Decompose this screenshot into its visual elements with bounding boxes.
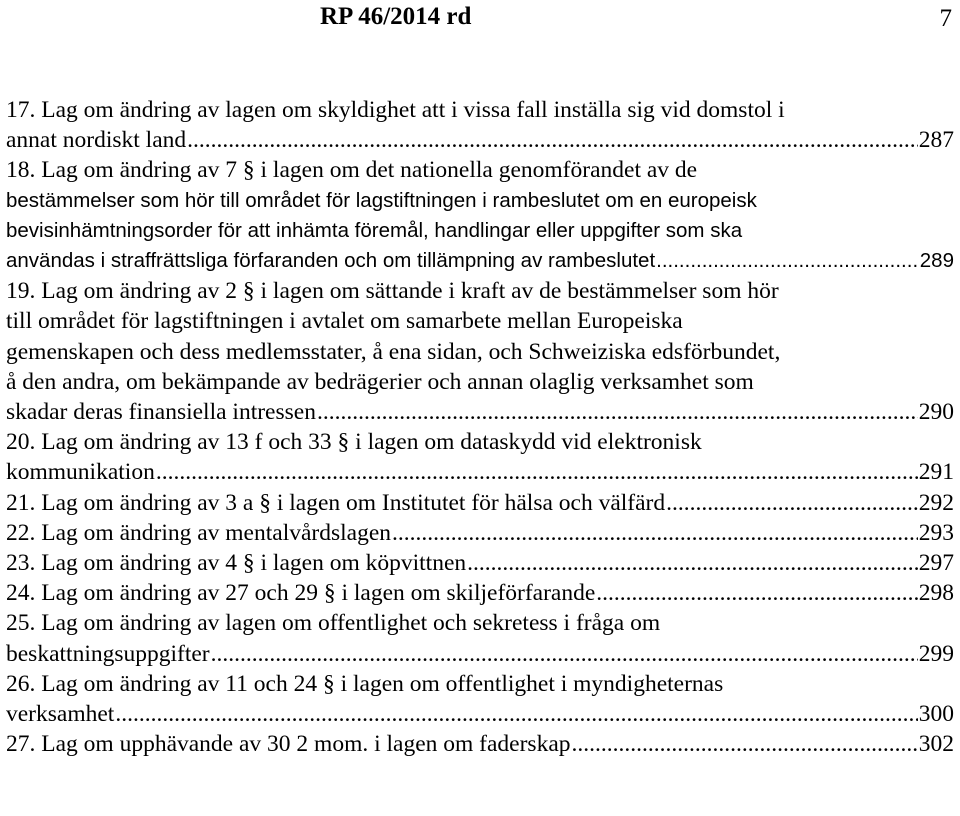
toc-entry-last-line <box>6 457 954 487</box>
toc-entry-text: 21. Lag om ändring av 3 a § i lagen om Institutet för hälsa och välfärd <box>6 489 666 516</box>
toc-page-number: 298 <box>918 580 954 607</box>
toc-page-number: 290 <box>918 399 954 426</box>
toc-entry-text: 24. Lag om ändring av 27 och 29 § i lagen om skiljeförfarande <box>6 580 596 607</box>
toc-entry-last-line <box>6 397 954 427</box>
toc-entry-line: bestämmelser som hör till området för lagstiftningen i rambeslutet om en europeisk <box>6 188 757 212</box>
toc-entry-line: 26. Lag om ändring av 11 och 24 § i lagen om offentlighet i myndigheternas <box>6 670 724 697</box>
toc-page-number: 287 <box>918 127 954 154</box>
dot-leader <box>392 518 918 548</box>
toc-entry-18-heading <box>6 155 954 185</box>
toc-page-number: 300 <box>918 701 954 728</box>
toc-page-number: 299 <box>918 640 954 667</box>
toc-entry-last-line <box>6 729 954 759</box>
toc-entry-line: 20. Lag om ändring av 13 f och 33 § i lagen om dataskydd vid elektronisk <box>6 429 702 456</box>
dot-leader <box>317 397 918 427</box>
toc-entry-21 <box>6 488 954 518</box>
toc-page-number: 291 <box>918 459 954 486</box>
toc-entry-17 <box>6 95 954 155</box>
toc-page-number: 297 <box>918 550 954 577</box>
dot-leader <box>666 488 918 518</box>
toc-entry-25 <box>6 608 954 668</box>
toc-entry-line: 19. Lag om ändring av 2 § i lagen om sättande i kraft av de bestämmelser som hör <box>6 278 779 305</box>
toc-page-number: 293 <box>918 519 954 546</box>
toc-entry-27 <box>6 729 954 759</box>
toc-entry-24 <box>6 578 954 608</box>
toc-entry-text: 27. Lag om upphävande av 30 2 mom. i lagen om faderskap <box>6 731 571 758</box>
dot-leader <box>467 548 918 578</box>
dot-leader <box>572 729 918 759</box>
dot-leader <box>156 457 918 487</box>
table-of-contents <box>6 95 954 759</box>
toc-entry-23 <box>6 548 954 578</box>
toc-page-number: 302 <box>918 731 954 758</box>
toc-entry-last-line <box>6 125 954 155</box>
toc-entry-18 <box>6 186 954 277</box>
toc-entry-text: verksamhet <box>6 701 115 728</box>
toc-entry-line: gemenskapen och dess medlemsstater, å ena sidan, och Schweiziska edsförbundet, <box>6 338 781 365</box>
toc-entry-text: skadar deras finansiella intressen <box>6 399 316 426</box>
toc-page-number: 289 <box>919 249 954 273</box>
toc-entry-last-line <box>6 578 954 608</box>
toc-entry-text: 22. Lag om ändring av mentalvårdslagen <box>6 519 392 546</box>
document-reference: RP 46/2014 rd <box>320 3 472 30</box>
dot-leader <box>187 125 918 155</box>
toc-entry-line: till området för lagstiftningen i avtalet om samarbete mellan Europeiska <box>6 308 683 335</box>
toc-entry-last-line <box>6 246 954 276</box>
toc-entry-19 <box>6 276 954 427</box>
dot-leader <box>115 699 917 729</box>
toc-entry-line: 25. Lag om ändring av lagen om offentlighet och sekretess i fråga om <box>6 610 661 637</box>
toc-entry-text: beskattningsuppgifter <box>6 640 210 667</box>
toc-entry-last-line <box>6 488 954 518</box>
toc-entry-last-line <box>6 639 954 669</box>
toc-entry-text: 23. Lag om ändring av 4 § i lagen om köpvittnen <box>6 550 467 577</box>
dot-leader <box>596 578 917 608</box>
toc-entry-20 <box>6 427 954 487</box>
toc-entry-last-line <box>6 548 954 578</box>
toc-entry-26 <box>6 669 954 729</box>
dot-leader <box>211 639 918 669</box>
dot-leader <box>656 246 919 276</box>
toc-entry-line: 17. Lag om ändring av lagen om skyldighet att i vissa fall inställa sig vid domstol i <box>6 97 785 123</box>
toc-entry-text: användas i straffrättsliga förfaranden och om tillämpning av rambeslutet <box>6 249 656 273</box>
toc-entry-line: bevisinhämtningsorder för att inhämta föremål, handlingar eller uppgifter som ska <box>6 218 743 242</box>
toc-entry-22 <box>6 518 954 548</box>
toc-entry-text: annat nordiskt land <box>6 127 187 154</box>
toc-entry-last-line <box>6 699 954 729</box>
toc-entry-last-line <box>6 518 954 548</box>
page-number: 7 <box>939 5 952 32</box>
toc-entry-line: å den andra, om bekämpande av bedrägerier och annan olaglig verksamhet som <box>6 368 754 395</box>
toc-entry-line: 18. Lag om ändring av 7 § i lagen om det nationella genomförandet av de <box>6 157 698 184</box>
toc-page-number: 292 <box>918 489 954 516</box>
toc-entry-text: kommunikation <box>6 459 155 486</box>
